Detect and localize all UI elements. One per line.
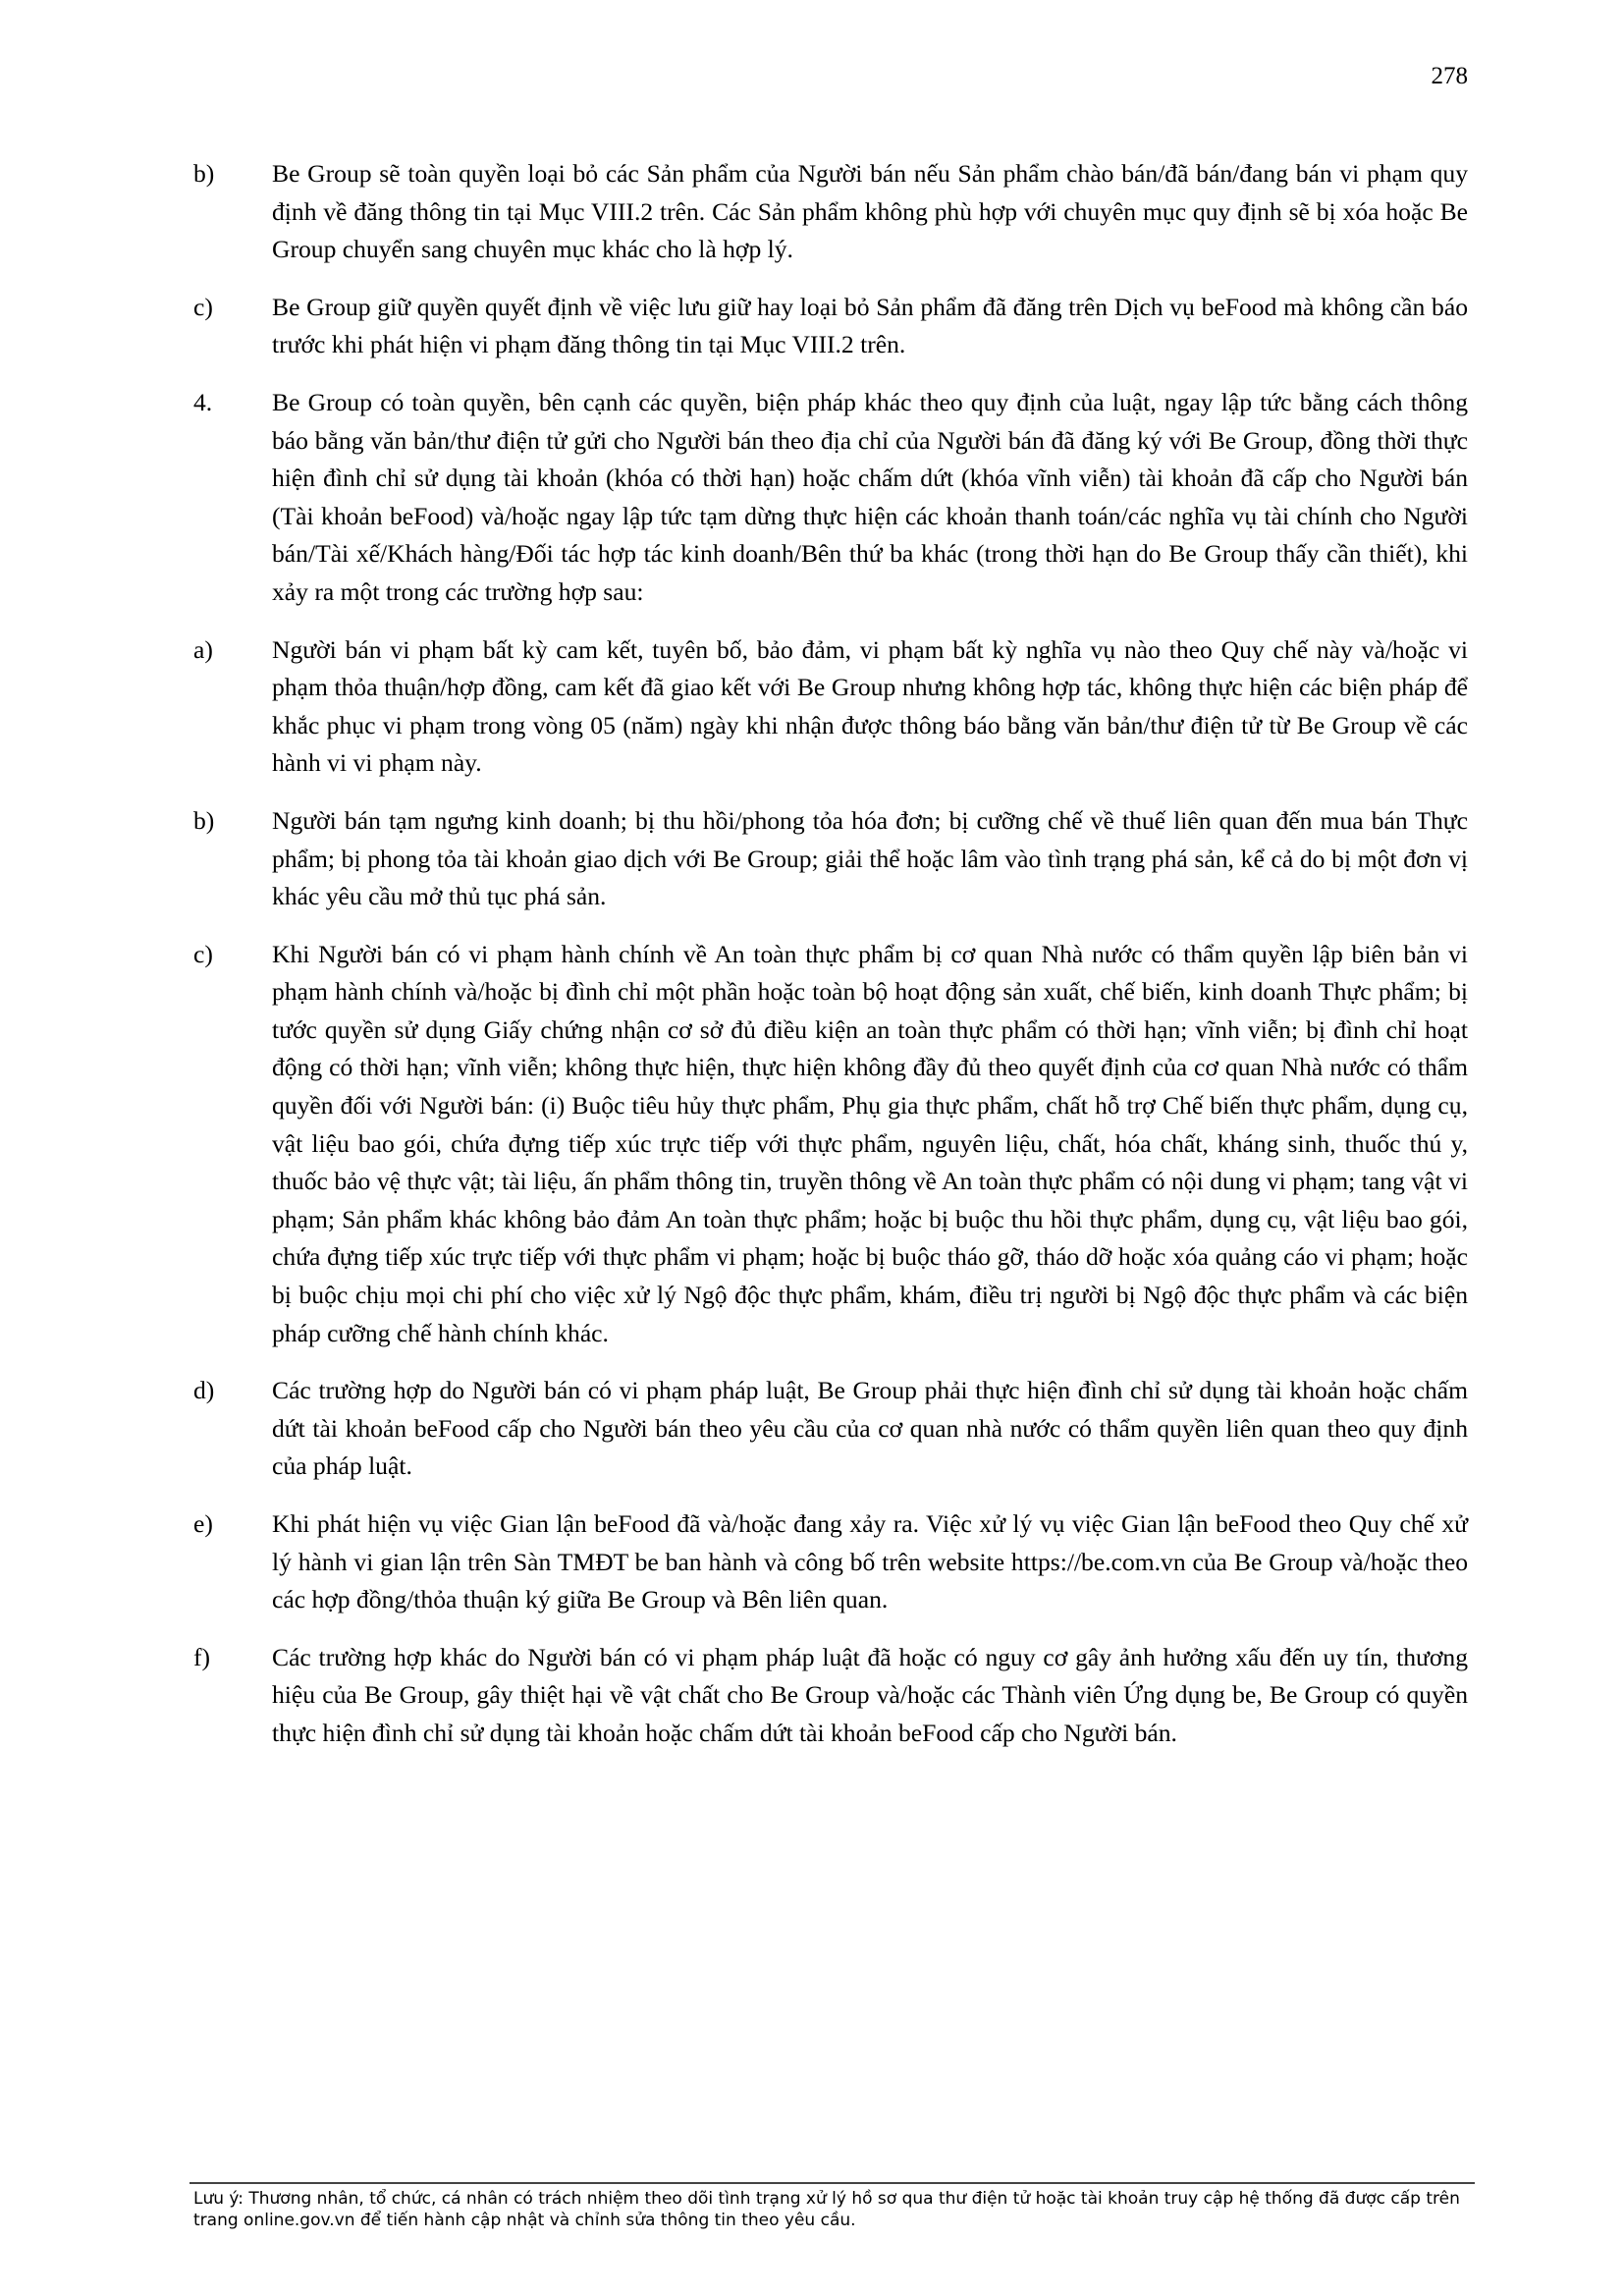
list-item [193,1505,1468,1619]
item-text: Be Group có toàn quyền, bên cạnh các quyền, biện pháp khác theo quy định của luật, ngay lập tức bằng cách thông báo bằng văn bản/thư điện tử gửi cho Người bán theo địa chỉ của Người bán đã đăng ký với Be Group, đồng thời thực hiện đình chỉ sử dụng tài khoản (khóa có thời hạn) hoặc chấm dứt (khóa vĩnh viễn) tài khoản đã cấp cho Người bán (Tài khoản beFood) và/hoặc ngay lập tức tạm dừng thực hiện các khoản thanh toán/các nghĩa vụ tài chính cho Người bán/Tài xế/Khách hàng/Đối tác hợp tác kinh doanh/Bên thứ ba khác (trong thời hạn do Be Group thấy cần thiết), khi xảy ra một trong các trường hợp sau: [272,387,1468,606]
list-item [193,384,1468,612]
item-label: a) [193,634,213,664]
item-text: Be Group sẽ toàn quyền loại bỏ các Sản phẩm của Người bán nếu Sản phẩm chào bán/đã bán/đang bán vi phạm quy định về đăng thông tin tại Mục VIII.2 trên. Các Sản phẩm không phù hợp với chuyên mục quy định sẽ bị xóa hoặc Be Group chuyển sang chuyên mục khác cho là hợp lý. [272,159,1468,264]
item-text: Be Group giữ quyền quyết định về việc lưu giữ hay loại bỏ Sản phẩm đã đăng trên Dịch vụ beFood mà không cần báo trước khi phát hiện vi phạm đăng thông tin tại Mục VIII.2 trên. [272,292,1468,359]
list-item [193,155,1468,269]
item-label: 4. [193,387,213,416]
item-text: Khi phát hiện vụ việc Gian lận beFood đã và/hoặc đang xảy ra. Việc xử lý vụ việc Gian lận beFood theo Quy chế xử lý hành vi gian lận trên Sàn TMĐT be ban hành và công bố trên website https://be.com.vn của Be Group và/hoặc theo các hợp đồng/thỏa thuận ký giữa Be Group và Bên liên quan. [272,1509,1468,1614]
item-label: c) [193,292,213,321]
item-label: d) [193,1376,215,1405]
item-text: Khi Người bán có vi phạm hành chính về An toàn thực phẩm bị cơ quan Nhà nước có thẩm quyền lập biên bản vi phạm hành chính và/hoặc bị đình chỉ một phần hoặc toàn bộ hoạt động sản xuất, chế biến, kinh doanh Thực phẩm; bị tước quyền sử dụng Giấy chứng nhận cơ sở đủ điều kiện an toàn thực phẩm có thời hạn; vĩnh viễn; bị đình chỉ hoạt động có thời hạn; vĩnh viễn; không thực hiện, thực hiện không đầy đủ theo quyết định của cơ quan Nhà nước có thẩm quyền đối với Người bán: (i) Buộc tiêu hủy thực phẩm, Phụ gia thực phẩm, chất hỗ trợ Chế biến thực phẩm, dụng cụ, vật liệu bao gói, chứa đựng tiếp xúc trực tiếp với thực phẩm, nguyên liệu, chất, hóa chất, kháng sinh, thuốc thú y, thuốc bảo vệ thực vật; tài liệu, ấn phẩm thông tin, truyền thông về An toàn thực phẩm có nội dung vi phạm; tang vật vi phạm; Sản phẩm khác không bảo đảm An toàn thực phẩm; hoặc bị buộc thu hồi thực phẩm, dụng cụ, vật liệu bao gói, chứa đựng tiếp xúc trực tiếp với thực phẩm vi phạm; hoặc bị buộc tháo gỡ, tháo dỡ hoặc xóa quảng cáo vi phạm; hoặc bị buộc chịu mọi chi phí cho việc xử lý Ngộ độc thực phẩm, khám, điều trị người bị Ngộ độc thực phẩm và các biện pháp cưỡng chế hành chính khác. [272,939,1468,1347]
list-item [193,631,1468,783]
list-item [193,1372,1468,1486]
footer-note: Lưu ý: Thương nhân, tổ chức, cá nhân có trách nhiệm theo dõi tình trạng xử lý hồ sơ qua thư điện tử hoặc tài khoản truy cập hệ thống đã được cấp trên trang online.gov.vn để tiến hành cập nhật và chỉnh sửa thông tin theo yêu cầu. [193,2189,1460,2230]
item-label: b) [193,159,215,188]
item-label: f) [193,1642,211,1671]
list-item [193,936,1468,1353]
item-label: b) [193,805,215,835]
item-label: e) [193,1509,213,1538]
item-text: Các trường hợp khác do Người bán có vi phạm pháp luật đã hoặc có nguy cơ gây ảnh hưởng xấu đến uy tín, thương hiệu của Be Group, gây thiệt hại về vật chất cho Be Group và/hoặc các Thành viên Ứng dụng be, Be Group có quyền thực hiện đình chỉ sử dụng tài khoản hoặc chấm dứt tài khoản beFood cấp cho Người bán. [272,1642,1468,1747]
item-label: c) [193,939,213,968]
item-text: Người bán vi phạm bất kỳ cam kết, tuyên bố, bảo đảm, vi phạm bất kỳ nghĩa vụ nào theo Quy chế này và/hoặc vi phạm thỏa thuận/hợp đồng, cam kết đã giao kết với Be Group nhưng không hợp tác, không thực hiện các biện pháp để khắc phục vi phạm trong vòng 05 (năm) ngày khi nhận được thông báo bằng văn bản/thư điện tử từ Be Group về các hành vi vi phạm này. [272,634,1468,778]
item-text: Người bán tạm ngưng kinh doanh; bị thu hồi/phong tỏa hóa đơn; bị cưỡng chế về thuế liên quan đến mua bán Thực phẩm; bị phong tỏa tài khoản giao dịch với Be Group; giải thể hoặc lâm vào tình trạng phá sản, kể cả do bị một đơn vị khác yêu cầu mở thủ tục phá sản. [272,805,1468,911]
item-text: Các trường hợp do Người bán có vi phạm pháp luật, Be Group phải thực hiện đình chỉ sử dụng tài khoản hoặc chấm dứt tài khoản beFood cấp cho Người bán theo yêu cầu của cơ quan nhà nước có thẩm quyền liên quan theo quy định của pháp luật. [272,1376,1468,1481]
list-item [193,289,1468,364]
list-item [193,802,1468,916]
page-number: 278 [1431,63,1468,89]
document-body [193,155,1468,1773]
list-item [193,1639,1468,1753]
footer-divider [189,2182,1475,2184]
